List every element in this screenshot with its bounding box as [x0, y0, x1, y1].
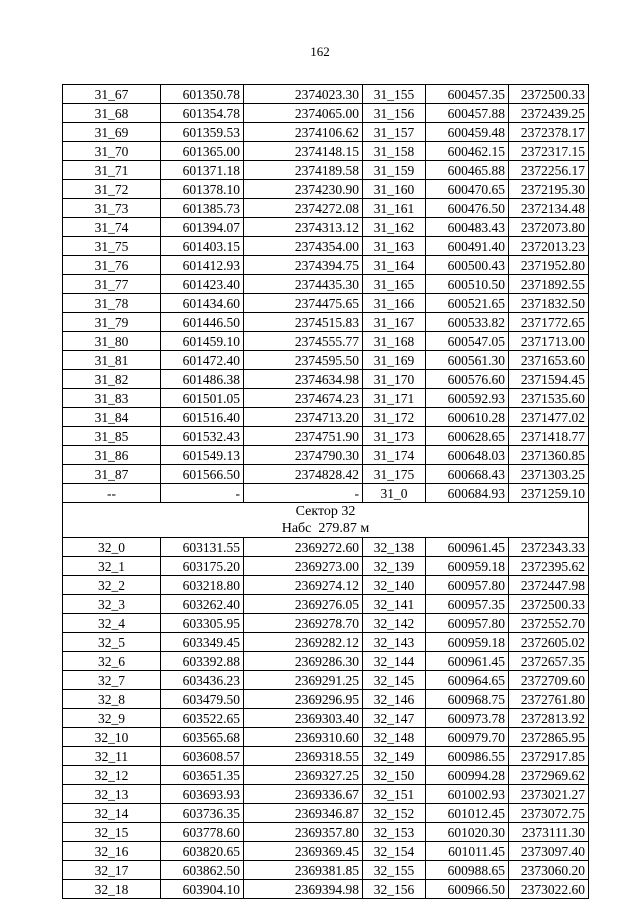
table-row [63, 823, 589, 842]
point-id-right: 31_158 [363, 142, 426, 161]
y-right: 2372378.17 [509, 123, 589, 142]
point-id-left: 32_9 [63, 709, 161, 728]
table-row [63, 671, 589, 690]
y-left: 2374713.20 [244, 408, 363, 427]
y-left: 2374354.00 [244, 237, 363, 256]
x-left: 603608.57 [161, 747, 244, 766]
point-id-left: 31_81 [63, 351, 161, 370]
point-id-right: 31_0 [363, 484, 426, 503]
y-right: 2372709.60 [509, 671, 589, 690]
x-left: 601378.10 [161, 180, 244, 199]
x-right: 600994.28 [426, 766, 509, 785]
point-id-right: 31_156 [363, 104, 426, 123]
point-id-left: 32_15 [63, 823, 161, 842]
y-right: 2372317.15 [509, 142, 589, 161]
point-id-left: 32_2 [63, 576, 161, 595]
x-left: 603305.95 [161, 614, 244, 633]
point-id-right: 31_172 [363, 408, 426, 427]
x-right: 600610.28 [426, 408, 509, 427]
x-right: 600957.80 [426, 576, 509, 595]
y-left: 2374751.90 [244, 427, 363, 446]
point-id-right: 32_155 [363, 861, 426, 880]
point-id-right: 32_149 [363, 747, 426, 766]
table-row [63, 370, 589, 389]
point-id-left: 32_8 [63, 690, 161, 709]
sector-header-row [63, 503, 589, 538]
point-id-left: 32_7 [63, 671, 161, 690]
y-right: 2372969.62 [509, 766, 589, 785]
y-left: 2369282.12 [244, 633, 363, 652]
point-id-left: 31_70 [63, 142, 161, 161]
point-id-right: 31_164 [363, 256, 426, 275]
y-right: 2372761.80 [509, 690, 589, 709]
y-left: 2374023.30 [244, 85, 363, 104]
point-id-left: 31_67 [63, 85, 161, 104]
point-id-right: 32_154 [363, 842, 426, 861]
y-right: 2372256.17 [509, 161, 589, 180]
y-right: 2372073.80 [509, 218, 589, 237]
x-left: 603651.35 [161, 766, 244, 785]
point-id-right: 32_146 [363, 690, 426, 709]
table-row [63, 161, 589, 180]
y-left: 2369346.87 [244, 804, 363, 823]
point-id-right: 31_163 [363, 237, 426, 256]
table-row [63, 652, 589, 671]
y-left: 2374828.42 [244, 465, 363, 484]
point-id-left: 31_73 [63, 199, 161, 218]
x-left: 601434.60 [161, 294, 244, 313]
point-id-right: 31_174 [363, 446, 426, 465]
table-row [63, 104, 589, 123]
point-id-right: 31_170 [363, 370, 426, 389]
point-id-left: -- [63, 484, 161, 503]
point-id-left: 32_13 [63, 785, 161, 804]
y-left: 2374065.00 [244, 104, 363, 123]
x-left: 601549.13 [161, 446, 244, 465]
y-left: 2374634.98 [244, 370, 363, 389]
y-right: 2373022.60 [509, 880, 589, 899]
table-row [63, 614, 589, 633]
table-row [63, 766, 589, 785]
table-row [63, 123, 589, 142]
point-id-left: 31_72 [63, 180, 161, 199]
point-id-right: 32_148 [363, 728, 426, 747]
y-left: 2369318.55 [244, 747, 363, 766]
y-left: 2369276.05 [244, 595, 363, 614]
x-left: 601403.15 [161, 237, 244, 256]
point-id-left: 32_12 [63, 766, 161, 785]
y-right: 2372500.33 [509, 85, 589, 104]
table-body-sector-32 [63, 538, 589, 899]
point-id-left: 32_10 [63, 728, 161, 747]
x-right: 600561.30 [426, 351, 509, 370]
point-id-right: 32_144 [363, 652, 426, 671]
point-id-right: 32_141 [363, 595, 426, 614]
point-id-left: 31_82 [63, 370, 161, 389]
x-right: 600500.43 [426, 256, 509, 275]
table-row [63, 880, 589, 899]
point-id-right: 31_171 [363, 389, 426, 408]
point-id-right: 31_173 [363, 427, 426, 446]
table-row [63, 256, 589, 275]
point-id-right: 31_157 [363, 123, 426, 142]
point-id-right: 32_156 [363, 880, 426, 899]
point-id-left: 31_71 [63, 161, 161, 180]
x-left: 601412.93 [161, 256, 244, 275]
table-row [63, 332, 589, 351]
point-id-left: 31_68 [63, 104, 161, 123]
x-right: 600533.82 [426, 313, 509, 332]
table-row [63, 446, 589, 465]
y-left: 2374674.23 [244, 389, 363, 408]
y-right: 2373072.75 [509, 804, 589, 823]
point-id-right: 32_153 [363, 823, 426, 842]
x-right: 600973.78 [426, 709, 509, 728]
y-right: 2371535.60 [509, 389, 589, 408]
table-row [63, 427, 589, 446]
table-row [63, 842, 589, 861]
table-row [63, 237, 589, 256]
y-right: 2372552.70 [509, 614, 589, 633]
x-right: 600959.18 [426, 557, 509, 576]
page-number: 162 [310, 44, 330, 59]
x-right: 600510.50 [426, 275, 509, 294]
point-id-right: 32_140 [363, 576, 426, 595]
sector-header-group [63, 503, 589, 538]
point-id-left: 31_80 [63, 332, 161, 351]
x-right: 600979.70 [426, 728, 509, 747]
point-id-left: 31_76 [63, 256, 161, 275]
x-left: 601516.40 [161, 408, 244, 427]
y-right: 2371477.02 [509, 408, 589, 427]
y-right: 2371653.60 [509, 351, 589, 370]
y-right: 2371594.45 [509, 370, 589, 389]
point-id-left: 31_83 [63, 389, 161, 408]
point-id-left: 31_77 [63, 275, 161, 294]
table-row [63, 709, 589, 728]
x-left: 603436.23 [161, 671, 244, 690]
table-row [63, 351, 589, 370]
y-left: 2369357.80 [244, 823, 363, 842]
table-row [63, 180, 589, 199]
x-right: 600465.88 [426, 161, 509, 180]
y-right: 2371832.50 [509, 294, 589, 313]
x-left: 601501.05 [161, 389, 244, 408]
y-left: 2369274.12 [244, 576, 363, 595]
y-left: 2374515.83 [244, 313, 363, 332]
table-row [63, 576, 589, 595]
x-right: 600476.50 [426, 199, 509, 218]
point-id-left: 31_79 [63, 313, 161, 332]
x-left: 601371.18 [161, 161, 244, 180]
x-right: 600628.65 [426, 427, 509, 446]
x-right: 600957.80 [426, 614, 509, 633]
x-left: 601359.53 [161, 123, 244, 142]
x-right: 600483.43 [426, 218, 509, 237]
coordinates-table [62, 84, 589, 899]
point-id-right: 31_167 [363, 313, 426, 332]
y-right: 2372813.92 [509, 709, 589, 728]
x-left: 601350.78 [161, 85, 244, 104]
y-left: 2369327.25 [244, 766, 363, 785]
y-left: 2369303.40 [244, 709, 363, 728]
x-left: 601354.78 [161, 104, 244, 123]
table-row [63, 408, 589, 427]
point-id-right: 32_150 [363, 766, 426, 785]
table-row [63, 218, 589, 237]
y-right: 2372195.30 [509, 180, 589, 199]
x-right: 600521.65 [426, 294, 509, 313]
table-body-sector-31 [63, 85, 589, 503]
table-row [63, 484, 589, 503]
y-right: 2372865.95 [509, 728, 589, 747]
x-right: 600491.40 [426, 237, 509, 256]
point-id-right: 31_162 [363, 218, 426, 237]
table-row [63, 142, 589, 161]
y-left: 2374555.77 [244, 332, 363, 351]
point-id-left: 31_86 [63, 446, 161, 465]
point-id-left: 32_0 [63, 538, 161, 557]
y-right: 2371772.65 [509, 313, 589, 332]
y-right: 2371892.55 [509, 275, 589, 294]
x-right: 600968.75 [426, 690, 509, 709]
x-left: 601385.73 [161, 199, 244, 218]
point-id-right: 31_169 [363, 351, 426, 370]
point-id-right: 31_159 [363, 161, 426, 180]
point-id-right: 32_143 [363, 633, 426, 652]
y-left: 2369381.85 [244, 861, 363, 880]
table-row [63, 465, 589, 484]
table-row [63, 389, 589, 408]
x-right: 600648.03 [426, 446, 509, 465]
y-left: 2374148.15 [244, 142, 363, 161]
point-id-right: 32_138 [363, 538, 426, 557]
y-left: 2374475.65 [244, 294, 363, 313]
y-left: 2369296.95 [244, 690, 363, 709]
y-left: 2369273.00 [244, 557, 363, 576]
point-id-left: 32_18 [63, 880, 161, 899]
x-left: 601365.00 [161, 142, 244, 161]
y-left: 2374189.58 [244, 161, 363, 180]
y-left: 2374230.90 [244, 180, 363, 199]
y-left: - [244, 484, 363, 503]
x-right: 600462.15 [426, 142, 509, 161]
x-right: 600457.88 [426, 104, 509, 123]
point-id-right: 31_165 [363, 275, 426, 294]
y-right: 2371418.77 [509, 427, 589, 446]
x-left: 601486.38 [161, 370, 244, 389]
x-right: 601012.45 [426, 804, 509, 823]
x-left: 601459.10 [161, 332, 244, 351]
y-right: 2372395.62 [509, 557, 589, 576]
x-left: 601566.50 [161, 465, 244, 484]
y-left: 2374595.50 [244, 351, 363, 370]
point-id-left: 31_87 [63, 465, 161, 484]
y-right: 2371259.10 [509, 484, 589, 503]
y-left: 2369286.30 [244, 652, 363, 671]
x-right: 600684.93 [426, 484, 509, 503]
point-id-left: 32_6 [63, 652, 161, 671]
y-left: 2374435.30 [244, 275, 363, 294]
y-left: 2369394.98 [244, 880, 363, 899]
y-left: 2369369.45 [244, 842, 363, 861]
x-left: 603820.65 [161, 842, 244, 861]
x-left: 603693.93 [161, 785, 244, 804]
point-id-right: 32_142 [363, 614, 426, 633]
x-right: 600959.18 [426, 633, 509, 652]
point-id-left: 32_5 [63, 633, 161, 652]
y-left: 2374394.75 [244, 256, 363, 275]
table-row [63, 633, 589, 652]
table-row [63, 294, 589, 313]
y-right: 2372134.48 [509, 199, 589, 218]
y-right: 2373097.40 [509, 842, 589, 861]
y-right: 2372605.02 [509, 633, 589, 652]
table-row [63, 804, 589, 823]
x-right: 600988.65 [426, 861, 509, 880]
point-id-left: 31_69 [63, 123, 161, 142]
table-row [63, 690, 589, 709]
y-right: 2372917.85 [509, 747, 589, 766]
x-right: 601002.93 [426, 785, 509, 804]
y-right: 2373111.30 [509, 823, 589, 842]
table-row [63, 199, 589, 218]
x-left: 603218.80 [161, 576, 244, 595]
y-right: 2371713.00 [509, 332, 589, 351]
sector-height [66, 520, 585, 537]
point-id-left: 31_85 [63, 427, 161, 446]
x-left: 603736.35 [161, 804, 244, 823]
point-id-right: 32_145 [363, 671, 426, 690]
x-left: 603904.10 [161, 880, 244, 899]
y-right: 2372500.33 [509, 595, 589, 614]
point-id-right: 31_168 [363, 332, 426, 351]
x-right: 600470.65 [426, 180, 509, 199]
point-id-left: 31_78 [63, 294, 161, 313]
point-id-left: 32_16 [63, 842, 161, 861]
table-row [63, 595, 589, 614]
y-left: 2374272.08 [244, 199, 363, 218]
y-left: 2369272.60 [244, 538, 363, 557]
y-right: 2371952.80 [509, 256, 589, 275]
table-row [63, 785, 589, 804]
x-right: 601011.45 [426, 842, 509, 861]
y-right: 2371303.25 [509, 465, 589, 484]
table-row [63, 538, 589, 557]
y-right: 2372343.33 [509, 538, 589, 557]
point-id-left: 32_14 [63, 804, 161, 823]
x-right: 600957.35 [426, 595, 509, 614]
point-id-left: 31_74 [63, 218, 161, 237]
point-id-right: 32_152 [363, 804, 426, 823]
x-right: 600961.45 [426, 652, 509, 671]
table-row [63, 557, 589, 576]
y-left: 2369336.67 [244, 785, 363, 804]
x-left: 603392.88 [161, 652, 244, 671]
y-right: 2372447.98 [509, 576, 589, 595]
point-id-right: 31_160 [363, 180, 426, 199]
x-right: 600576.60 [426, 370, 509, 389]
x-left: 603349.45 [161, 633, 244, 652]
x-left: - [161, 484, 244, 503]
point-id-right: 31_155 [363, 85, 426, 104]
x-right: 600966.50 [426, 880, 509, 899]
x-left: 601532.43 [161, 427, 244, 446]
y-right: 2371360.85 [509, 446, 589, 465]
y-right: 2373021.27 [509, 785, 589, 804]
x-left: 603479.50 [161, 690, 244, 709]
x-left: 603262.40 [161, 595, 244, 614]
table-row [63, 313, 589, 332]
y-left: 2369291.25 [244, 671, 363, 690]
x-right: 600964.65 [426, 671, 509, 690]
table-row [63, 85, 589, 104]
y-right: 2372013.23 [509, 237, 589, 256]
x-left: 603565.68 [161, 728, 244, 747]
x-left: 601446.50 [161, 313, 244, 332]
table-row [63, 861, 589, 880]
point-id-left: 32_11 [63, 747, 161, 766]
point-id-right: 32_151 [363, 785, 426, 804]
y-right: 2372657.35 [509, 652, 589, 671]
x-left: 601472.40 [161, 351, 244, 370]
point-id-right: 31_166 [363, 294, 426, 313]
y-left: 2374790.30 [244, 446, 363, 465]
x-left: 603862.50 [161, 861, 244, 880]
x-right: 600547.05 [426, 332, 509, 351]
y-right: 2372439.25 [509, 104, 589, 123]
y-right: 2373060.20 [509, 861, 589, 880]
x-left: 603175.20 [161, 557, 244, 576]
sector-title: Сектор 32 [295, 504, 356, 519]
x-right: 600961.45 [426, 538, 509, 557]
point-id-right: 31_175 [363, 465, 426, 484]
x-right: 600457.35 [426, 85, 509, 104]
y-left: 2369278.70 [244, 614, 363, 633]
y-left: 2374313.12 [244, 218, 363, 237]
y-left: 2374106.62 [244, 123, 363, 142]
x-left: 603522.65 [161, 709, 244, 728]
point-id-left: 32_3 [63, 595, 161, 614]
x-left: 603131.55 [161, 538, 244, 557]
y-left: 2369310.60 [244, 728, 363, 747]
point-id-left: 31_84 [63, 408, 161, 427]
point-id-right: 32_147 [363, 709, 426, 728]
point-id-left: 31_75 [63, 237, 161, 256]
point-id-right: 32_139 [363, 557, 426, 576]
table-row [63, 747, 589, 766]
sector-header-cell [63, 503, 589, 538]
x-right: 600986.55 [426, 747, 509, 766]
x-right: 600592.93 [426, 389, 509, 408]
point-id-left: 32_17 [63, 861, 161, 880]
x-right: 601020.30 [426, 823, 509, 842]
x-left: 601394.07 [161, 218, 244, 237]
x-right: 600459.48 [426, 123, 509, 142]
table-row [63, 728, 589, 747]
point-id-left: 32_4 [63, 614, 161, 633]
point-id-left: 32_1 [63, 557, 161, 576]
point-id-right: 31_161 [363, 199, 426, 218]
sector-height-label: Набс [281, 521, 312, 536]
x-left: 603778.60 [161, 823, 244, 842]
x-left: 601423.40 [161, 275, 244, 294]
x-right: 600668.43 [426, 465, 509, 484]
table-row [63, 275, 589, 294]
sector-height-value: 279.87 м [318, 521, 370, 536]
